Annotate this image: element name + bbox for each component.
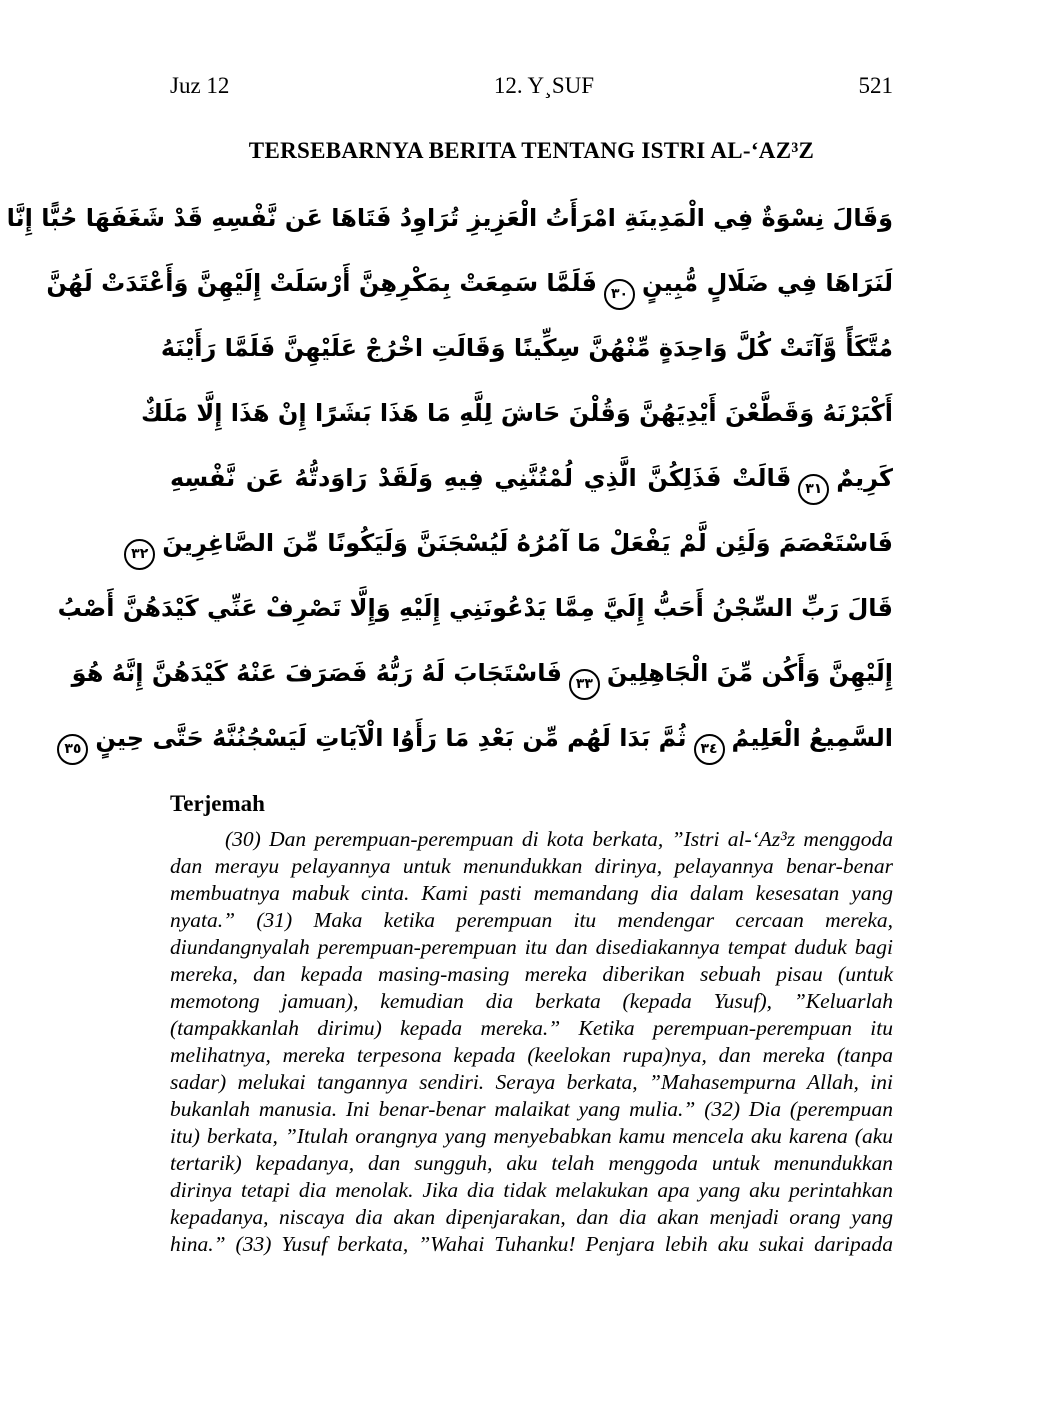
arabic-verse-text: إِلَيْهِنَّ وَأَكُن مِّنَ الْجَاهِلِينَ bbox=[606, 659, 893, 687]
arabic-verse-text: كَرِيمٌ bbox=[836, 464, 893, 492]
surah-label: 12. Y¸SUF bbox=[493, 73, 595, 98]
section-title: TERSEBARNYA BERITA TENTANG ISTRI AL-‘AZ³Z bbox=[248, 138, 815, 163]
arabic-verse-text: لَنَرَاهَا فِي ضَلَالٍ مُّبِينٍ bbox=[642, 269, 893, 297]
arabic-line bbox=[170, 446, 893, 511]
page-number: 521 bbox=[858, 73, 893, 98]
ayah-number-marker: ٣٤ bbox=[694, 734, 725, 765]
arabic-verse-text: وَقَالَ نِسْوَةٌ فِي الْمَدِينَةِ امْرَأَتُ الْعَزِيزِ تُرَاوِدُ فَتَاهَا عَن نَّفْسِهِ قَدْ شَغَفَهَا حُبًّا إِنَّا bbox=[6, 204, 893, 232]
arabic-verse-text: فَاسْتَعْصَمَ وَلَئِن لَّمْ يَفْعَلْ مَا آمُرُهُ لَيُسْجَنَنَّ وَلَيَكُونًا مِّنَ الصَّاغِرِينَ bbox=[162, 529, 893, 557]
arabic-verse-text: قَالَتْ فَذَلِكُنَّ الَّذِي لُمْتُنَّنِي فِيهِ وَلَقَدْ رَاوَدتُّهُ عَن نَّفْسِهِ bbox=[170, 464, 792, 492]
translation-heading: Terjemah bbox=[170, 791, 265, 816]
arabic-verse-text: ثُمَّ بَدَا لَهُم مِّن بَعْدِ مَا رَأَوُا الْآيَاتِ لَيَسْجُنُنَّهُ حَتَّى حِينٍ bbox=[95, 724, 687, 752]
arabic-verse-text: فَاسْتَجَابَ لَهُ رَبُّهُ فَصَرَفَ عَنْهُ كَيْدَهُنَّ إِنَّهُ هُوَ bbox=[71, 659, 562, 687]
arabic-line bbox=[160, 316, 893, 381]
arabic-line bbox=[131, 511, 893, 576]
arabic-line bbox=[64, 706, 893, 771]
arabic-verse-text: فَلَمَّا سَمِعَتْ بِمَكْرِهِنَّ أَرْسَلَتْ إِلَيْهِنَّ وَأَعْتَدَتْ لَهُنَّ bbox=[46, 269, 598, 297]
juz-label: Juz 12 bbox=[170, 73, 230, 98]
ayah-number-marker: ٣٣ bbox=[569, 669, 600, 700]
arabic-line bbox=[140, 381, 893, 446]
arabic-verse-text: قَالَ رَبِّ السِّجْنُ أَحَبُّ إِلَيَّ مِمَّا يَدْعُونَنِي إِلَيْهِ وَإِلَّا تَصْرِفْ عَنِّي كَيْدَهُنَّ أَصْبُ bbox=[57, 594, 893, 622]
arabic-verse-text: مُتَّكَأً وَّآتَتْ كُلَّ وَاحِدَةٍ مِّنْهُنَّ سِكِّينًا وَقَالَتِ اخْرُجْ عَلَيْهِنَّ فَلَمَّا رَأَيْنَهُ bbox=[160, 334, 893, 362]
ayah-number-marker: ٣١ bbox=[798, 474, 829, 505]
ayah-number-marker: ٣٠ bbox=[604, 279, 635, 310]
page-header bbox=[170, 72, 893, 100]
translation-paragraph: (30) Dan perempuan-perempuan di kota berkata, ”Istri al-‘Az³z menggoda dan merayu pelayannya untuk menundukkan dirinya, pelayannya benar-benar membuatnya mabuk cinta. Kami pasti memandang dia dalam kesesatan yang nyata.” (31) Maka ketika perempuan itu mendengar cercaan mereka, diundangnyalah perempuan-perempuan itu dan disediakannya tempat duduk bagi mereka, dan kepada masing-masing mereka diberikan sebuah pisau (untuk memotong jamuan), kemudian dia berkata (kepada Yusuf), ”Keluarlah (tampakkanlah dirimu) kepada mereka.” Ketika perempuan-perempuan itu melihatnya, mereka terpesona kepada (keelokan rupa)nya, dan mereka (tanpa sadar) melukai tangannya sendiri. Seraya berkata, ”Mahasempurna Allah, ini bukanlah manusia. Ini benar-benar malaikat yang mulia.” (32) Dia (perempuan itu) berkata, ”Itulah orangnya yang menyebabkan kamu mencela aku karena (aku tertarik) kepadanya, dan sungguh, aku telah menggoda untuk menundukkan dirinya tetapi dia menolak. Jika dia tidak melakukan apa yang aku perintahkan kepadanya, niscaya dia akan dipenjarakan, dan dia akan menjadi orang yang hina.” (33) Yusuf berkata, ”Wahai Tuhanku! Penjara lebih aku sukai daripada bbox=[170, 827, 893, 1256]
ayah-number-marker: ٣٥ bbox=[57, 734, 88, 765]
arabic-line bbox=[57, 576, 893, 641]
arabic-verse-text: أَكْبَرْنَهُ وَقَطَّعْنَ أَيْدِيَهُنَّ وَقُلْنَ حَاشَ لِلَّهِ مَا هَذَا بَشَرًا إِنْ هَذَا إِلَّا مَلَكٌ bbox=[140, 399, 893, 427]
arabic-line bbox=[71, 641, 893, 706]
arabic-line bbox=[6, 186, 893, 251]
arabic-line bbox=[46, 251, 893, 316]
arabic-verse-text: السَّمِيعُ الْعَلِيمُ bbox=[731, 724, 893, 752]
arabic-verses bbox=[6, 186, 893, 771]
ayah-number-marker: ٣٢ bbox=[124, 539, 155, 570]
